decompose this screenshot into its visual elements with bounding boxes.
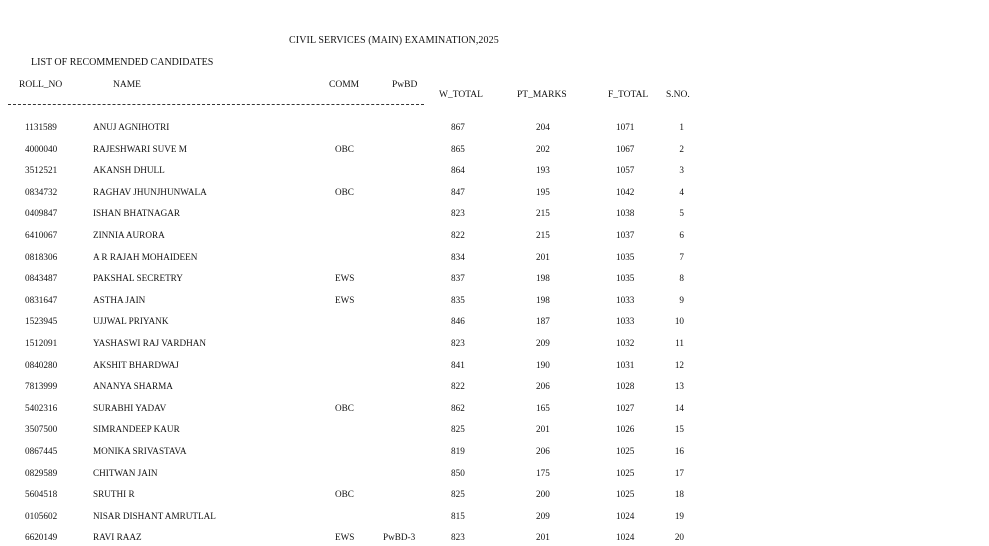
s-no-cell: 3: [679, 165, 684, 176]
table-row: [0, 208, 700, 222]
w-total-cell: 867: [451, 122, 465, 132]
roll-no-cell: 0818306: [25, 251, 58, 262]
s-no-cell: 10: [674, 316, 684, 327]
f-total-cell: 1025: [616, 446, 635, 456]
table-row: [0, 511, 700, 525]
table-row: [0, 424, 700, 438]
pt-marks-cell: 215: [536, 230, 550, 240]
f-total-cell: 1035: [616, 251, 635, 262]
f-total-cell: 1028: [616, 381, 635, 392]
table-row: [0, 122, 700, 136]
pt-marks-cell: 201: [536, 251, 550, 262]
s-no-cell: 2: [679, 143, 684, 154]
f-total-cell: 1057: [616, 165, 635, 176]
roll-no-cell: 6410067: [25, 230, 58, 240]
name-cell: SURABHI YADAV: [93, 402, 167, 413]
s-no-cell: 15: [674, 424, 684, 435]
table-row: [0, 338, 700, 352]
header-f-total: F_TOTAL: [608, 90, 649, 100]
comm-cell: OBC: [335, 402, 354, 413]
w-total-cell: 835: [451, 294, 465, 305]
table-row: [0, 532, 700, 546]
f-total-cell: 1032: [616, 338, 635, 348]
roll-no-cell: 0831647: [25, 294, 58, 305]
header-name: NAME: [113, 80, 141, 90]
comm-cell: OBC: [335, 489, 354, 500]
exam-title: CIVIL SERVICES (MAIN) EXAMINATION,2025: [289, 35, 499, 46]
pt-marks-cell: 215: [536, 208, 550, 219]
w-total-cell: 822: [451, 381, 465, 392]
s-no-cell: 19: [674, 510, 684, 521]
w-total-cell: 847: [451, 186, 465, 197]
pt-marks-cell: 195: [536, 186, 550, 197]
table-row: [0, 316, 700, 330]
table-row: [0, 489, 700, 503]
roll-no-cell: 7813999: [25, 381, 58, 392]
pt-marks-cell: 209: [536, 510, 550, 521]
table-row: [0, 468, 700, 482]
name-cell: MONIKA SRIVASTAVA: [93, 446, 187, 456]
name-cell: YASHASWI RAJ VARDHAN: [93, 338, 206, 348]
pt-marks-cell: 201: [536, 532, 550, 543]
w-total-cell: 850: [451, 467, 465, 478]
table-row: [0, 295, 700, 309]
f-total-cell: 1038: [616, 208, 635, 219]
table-row: [0, 273, 700, 287]
pt-marks-cell: 198: [536, 294, 550, 305]
roll-no-cell: 1512091: [25, 338, 58, 348]
list-title: LIST OF RECOMMENDED CANDIDATES: [31, 57, 214, 68]
w-total-cell: 815: [451, 510, 465, 521]
header-pt-marks: PT_MARKS: [517, 90, 567, 100]
name-cell: RAVI RAAZ: [93, 532, 142, 543]
name-cell: RAGHAV JHUNJHUNWALA: [93, 186, 207, 197]
f-total-cell: 1033: [616, 294, 635, 305]
pt-marks-cell: 190: [536, 359, 550, 370]
roll-no-cell: 5402316: [25, 402, 58, 413]
s-no-cell: 20: [674, 532, 684, 543]
s-no-cell: 14: [674, 402, 684, 413]
table-row: [0, 165, 700, 179]
w-total-cell: 846: [451, 316, 465, 327]
pt-marks-cell: 206: [536, 381, 550, 392]
roll-no-cell: 6620149: [25, 532, 58, 543]
name-cell: ASTHA JAIN: [93, 294, 146, 305]
f-total-cell: 1025: [616, 467, 635, 478]
pt-marks-cell: 200: [536, 489, 550, 500]
pt-marks-cell: 198: [536, 273, 550, 284]
name-cell: ZINNIA AURORA: [93, 230, 165, 240]
w-total-cell: 822: [451, 230, 465, 240]
w-total-cell: 837: [451, 273, 465, 284]
w-total-cell: 865: [451, 143, 465, 154]
roll-no-cell: 1523945: [25, 316, 58, 327]
roll-no-cell: 0843487: [25, 273, 58, 284]
roll-no-cell: 0829589: [25, 467, 58, 478]
name-cell: ANANYA SHARMA: [93, 381, 173, 392]
roll-no-cell: 3507500: [25, 424, 58, 435]
pt-marks-cell: 165: [536, 402, 550, 413]
name-cell: ANUJ AGNIHOTRI: [93, 122, 170, 132]
table-row: [0, 360, 700, 374]
table-row: [0, 230, 700, 244]
w-total-cell: 823: [451, 338, 465, 348]
name-cell: CHITWAN JAIN: [93, 467, 158, 478]
roll-no-cell: 0105602: [25, 510, 58, 521]
roll-no-cell: 0834732: [25, 186, 58, 197]
roll-no-cell: 0840280: [25, 359, 58, 370]
pt-marks-cell: 202: [536, 143, 550, 154]
pt-marks-cell: 204: [536, 122, 550, 132]
w-total-cell: 823: [451, 532, 465, 543]
w-total-cell: 862: [451, 402, 465, 413]
header-w-total: W_TOTAL: [439, 90, 483, 100]
s-no-cell: 18: [674, 489, 684, 500]
comm-cell: EWS: [335, 273, 355, 284]
name-cell: AKSHIT BHARDWAJ: [93, 359, 179, 370]
comm-cell: EWS: [335, 532, 355, 543]
table-row: [0, 187, 700, 201]
table-row: [0, 144, 700, 158]
header-s-no: S.NO.: [666, 90, 690, 100]
s-no-cell: 8: [679, 273, 684, 284]
w-total-cell: 834: [451, 251, 465, 262]
name-cell: A R RAJAH MOHAIDEEN: [93, 251, 198, 262]
name-cell: UJJWAL PRIYANK: [93, 316, 169, 327]
pt-marks-cell: 206: [536, 446, 550, 456]
name-cell: NISAR DISHANT AMRUTLAL: [93, 510, 216, 521]
header-pwbd: PwBD: [392, 80, 418, 90]
f-total-cell: 1037: [616, 230, 635, 240]
table-row: [0, 403, 700, 417]
w-total-cell: 825: [451, 489, 465, 500]
s-no-cell: 5: [679, 208, 684, 219]
comm-cell: OBC: [335, 186, 354, 197]
name-cell: RAJESHWARI SUVE M: [93, 143, 187, 154]
s-no-cell: 7: [679, 251, 684, 262]
f-total-cell: 1071: [616, 122, 635, 132]
pt-marks-cell: 187: [536, 316, 550, 327]
f-total-cell: 1027: [616, 402, 635, 413]
w-total-cell: 819: [451, 446, 465, 456]
w-total-cell: 825: [451, 424, 465, 435]
w-total-cell: 864: [451, 165, 465, 176]
s-no-cell: 13: [674, 381, 684, 392]
roll-no-cell: 4000040: [25, 143, 58, 154]
s-no-cell: 4: [679, 186, 684, 197]
roll-no-cell: 3512521: [25, 165, 58, 176]
s-no-cell: 6: [679, 230, 684, 240]
pwbd-cell: PwBD-3: [383, 532, 416, 543]
s-no-cell: 12: [674, 359, 684, 370]
s-no-cell: 16: [674, 446, 684, 456]
w-total-cell: 823: [451, 208, 465, 219]
table-row: [0, 446, 700, 460]
f-total-cell: 1024: [616, 532, 635, 543]
roll-no-cell: 1131589: [25, 122, 57, 132]
name-cell: SRUTHI R: [93, 489, 135, 500]
s-no-cell: 11: [675, 338, 684, 348]
s-no-cell: 9: [679, 294, 684, 305]
f-total-cell: 1033: [616, 316, 635, 327]
name-cell: PAKSHAL SECRETRY: [93, 273, 183, 284]
roll-no-cell: 0409847: [25, 208, 58, 219]
name-cell: ISHAN BHATNAGAR: [93, 208, 181, 219]
s-no-cell: 17: [674, 467, 684, 478]
f-total-cell: 1042: [616, 186, 635, 197]
comm-cell: OBC: [335, 143, 354, 154]
roll-no-cell: 5604518: [25, 489, 58, 500]
f-total-cell: 1035: [616, 273, 635, 284]
table-row: [0, 381, 700, 395]
pt-marks-cell: 209: [536, 338, 550, 348]
w-total-cell: 841: [451, 359, 465, 370]
name-cell: SIMRANDEEP KAUR: [93, 424, 180, 435]
roll-no-cell: 0867445: [25, 446, 58, 456]
f-total-cell: 1024: [616, 510, 635, 521]
f-total-cell: 1031: [616, 359, 635, 370]
name-cell: AKANSH DHULL: [93, 165, 165, 176]
header-divider: [8, 104, 424, 105]
f-total-cell: 1067: [616, 143, 635, 154]
table-row: [0, 252, 700, 266]
pt-marks-cell: 201: [536, 424, 550, 435]
pt-marks-cell: 193: [536, 165, 550, 176]
f-total-cell: 1026: [616, 424, 635, 435]
header-roll-no: ROLL_NO: [19, 80, 63, 90]
pt-marks-cell: 175: [536, 467, 550, 478]
f-total-cell: 1025: [616, 489, 635, 500]
comm-cell: EWS: [335, 294, 355, 305]
s-no-cell: 1: [679, 122, 684, 132]
header-comm: COMM: [329, 80, 360, 90]
